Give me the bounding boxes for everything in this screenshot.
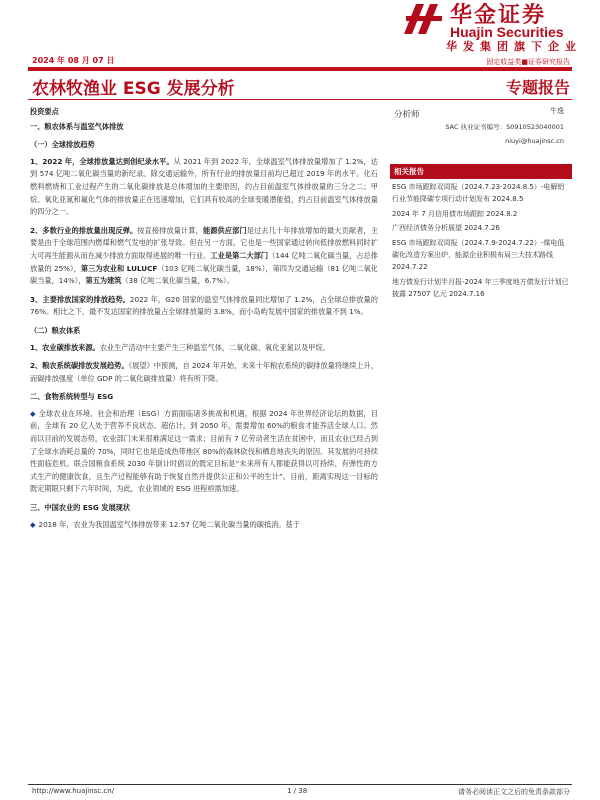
section-heading-1: 一、粮农体系与温室气体排放	[30, 121, 124, 131]
report-type-label: 专题报告	[505, 78, 570, 97]
footer-disclaimer: 请务必阅读正文之后的免责条款部分	[458, 788, 570, 796]
paragraph-text: 《展望》中预测，自 2024 年开始，未来十年粮农系统的碳排放量将继续上升，而碳排放强度（单位 GDP 的二氧化碳排放量）将有所下降。	[30, 361, 378, 383]
paragraph-emphasis: 能源供应部门	[202, 225, 247, 235]
paragraph-emphasis: 第三为农业和 LULUCF	[80, 263, 158, 273]
paragraph-text: 是过去几十年排放增加的最大贡献者，主要是由于全球范围内燃煤和燃气发电的扩张导致。但在另一方面，它也是一些国家通过转向低排放燃料同时扩大可再生能源从而在减少排放方面取得进展的唯一行业。	[30, 225, 378, 260]
paragraph-text: 2022 年，G20 国家的温室气体排放量同比增加了 1.2%，占全球总排放量的 76%。相比之下，最不发达国家的排放量占全球排放量的 3.8%，而小岛屿发展中国家的排放量不到 1%。	[30, 294, 378, 317]
paragraph-text: （38 亿吨二氧化碳当量，6.7%）。	[121, 276, 234, 286]
paragraph-text: 从 2021 年到 2022 年，全球温室气体排放量增加了 1.2%，达到 574 亿吨二氧化碳当量的新纪录。除交通运输外，所有行业的排放量目前均已超过 2019 年的水平。化石燃料燃烧和工业过程产生的二氧化碳排放是总体增加的主要原因，约占目前温室气体排放量的三分之二；甲烷、氧化亚氮和氟化气体的排放量正在迅速增加，它们具有较高的全球变暖潜能值，约占目前温室气体排放量的四分之一。	[30, 156, 378, 217]
paragraph	[30, 294, 378, 319]
paragraph-emphasis: 第五为建筑	[85, 276, 122, 286]
analyst-email[interactable]: niuyi@huajinsc.cn	[505, 137, 564, 145]
paragraph-text: （144 亿吨二氧化碳当量，占总排放量的 25%），	[30, 250, 378, 273]
subsection-heading-1-1: （一）全球排放趋势	[30, 140, 95, 150]
header-divider	[28, 67, 572, 71]
related-report-item[interactable]: 地方债发行计划半月报-2024 年三季度地方债发行计划已披露 27507 亿元 2024.7.16	[392, 277, 569, 299]
paragraph	[30, 408, 378, 496]
subsection-heading-1-2: （二）粮农体系	[30, 325, 81, 335]
logo-text-en: Huajin Securities	[450, 24, 564, 40]
paragraph	[30, 156, 378, 219]
paragraph-emphasis: 工业是第二大部门	[210, 250, 269, 260]
paragraph	[30, 519, 378, 532]
paragraph-lead: 2、多数行业的排放量出现反弹。	[30, 225, 138, 235]
group-slogan: 华发集团旗下企业	[446, 40, 582, 53]
page-number: 1 / 38	[287, 787, 308, 795]
paragraph-text: 2018 年，农业为我国温室气体排放带来 12.57 亿吨二氧化碳当量的碳抵消。基于	[38, 519, 300, 529]
paragraph	[30, 360, 378, 385]
analyst-row	[390, 104, 572, 118]
section-heading-3: 三、中国农业的 ESG 发展现状	[30, 503, 131, 513]
paragraph-lead: 1、2022 年，全球排放量达到创纪录水平。	[30, 156, 174, 166]
paragraph-text: 全球农业在环境、社会和治理（ESG）方面面临诸多挑战和机遇。根据 2024 年世界经济论坛的数据，目前，全球有 20 亿人处于营养不良状态、超估计，到 2050 年，需要增加 60%的粮食才能养活全球人口。然而以目前的发展态势，农业部门未来很难满足这一需求；目前有 7 亿劳动者生活在贫困中，而且农业已经占到了全球水消耗总量的 70%，同时它也是造成热带地区 80%的森林砍伐和栖息地丧失的原因。其发展的可持续性面临危机。联合国粮食系统 2030 年倒计时倡议的既定目标是“未来所有人都能获得以可持续、有弹性的方式生产的健康饮食，且生产过程能够有助于恢复自然并提供公正和公平的生计”。目前，距离实现这一目标的既定期限只剩下六年时间，为此，农业领域的 ESG 进程亟需加速。	[30, 408, 378, 494]
section-heading-2: 二、食物系统转型与 ESG	[30, 392, 114, 402]
huajin-logo-icon	[402, 2, 446, 36]
page-title: 农林牧渔业 ESG 发展分析	[32, 79, 235, 99]
paragraph-lead: 2、粮农系统碳排放发展趋势。	[30, 361, 129, 371]
footer-divider	[28, 784, 572, 785]
related-report-item[interactable]: 广西经济债务分析展望 2024.7.26	[392, 224, 500, 233]
paragraph-lead: 1、农业碳排放来源。	[30, 342, 100, 352]
title-divider	[28, 99, 572, 100]
analyst-label: 分析师	[394, 110, 420, 120]
related-report-item[interactable]: ESG 市场跟踪双周报（2024.7.23-2024.8.5）-电解铝行业节能降碳专项行动计划发布 2024.8.5	[392, 183, 565, 204]
sidebar	[390, 104, 572, 301]
analyst-cert: SAC 执业证书编号：S0910523040001	[445, 123, 564, 131]
paragraph-lead: 3、主要排放国家的排放趋势。	[30, 294, 130, 304]
diamond-bullet-icon: ◆	[30, 519, 36, 529]
paragraph	[30, 342, 378, 355]
logo-text-cn: 华金证券	[450, 3, 547, 28]
analyst-name: 牛逸	[550, 107, 564, 115]
paragraph-text: （103 亿吨二氧化碳当量，18%），第四为交通运输（81 亿吨二氧化碳当量，14%），	[30, 263, 378, 286]
paragraph-text: 农业生产活动中主要产生三种温室气体，二氧化碳、氧化亚氮以及甲烷。	[99, 342, 330, 352]
paragraph	[30, 225, 378, 288]
related-report-item[interactable]: 2024 年 7 月信用债市场跟踪 2024.8.2	[392, 209, 518, 218]
report-category-tags: 固定收益类■证券研究报告	[486, 58, 570, 66]
footer-website-link[interactable]: http://www.huajinsc.cn/	[32, 787, 115, 795]
paragraph-text: 按直接排放量计算，	[137, 225, 203, 235]
key-points-heading: 投资要点	[30, 107, 59, 116]
related-report-item[interactable]: ESG 市场跟踪双周报（2024.7.9-2024.7.22）-煤电低碳化改造方案出炉，能源企业积极布局三大技术路线 2024.7.22	[392, 238, 565, 272]
related-reports-heading: 相关报告	[390, 164, 572, 179]
diamond-bullet-icon: ◆	[30, 408, 36, 418]
main-content	[30, 104, 378, 537]
report-date: 2024 年 08 月 07 日	[32, 56, 115, 65]
